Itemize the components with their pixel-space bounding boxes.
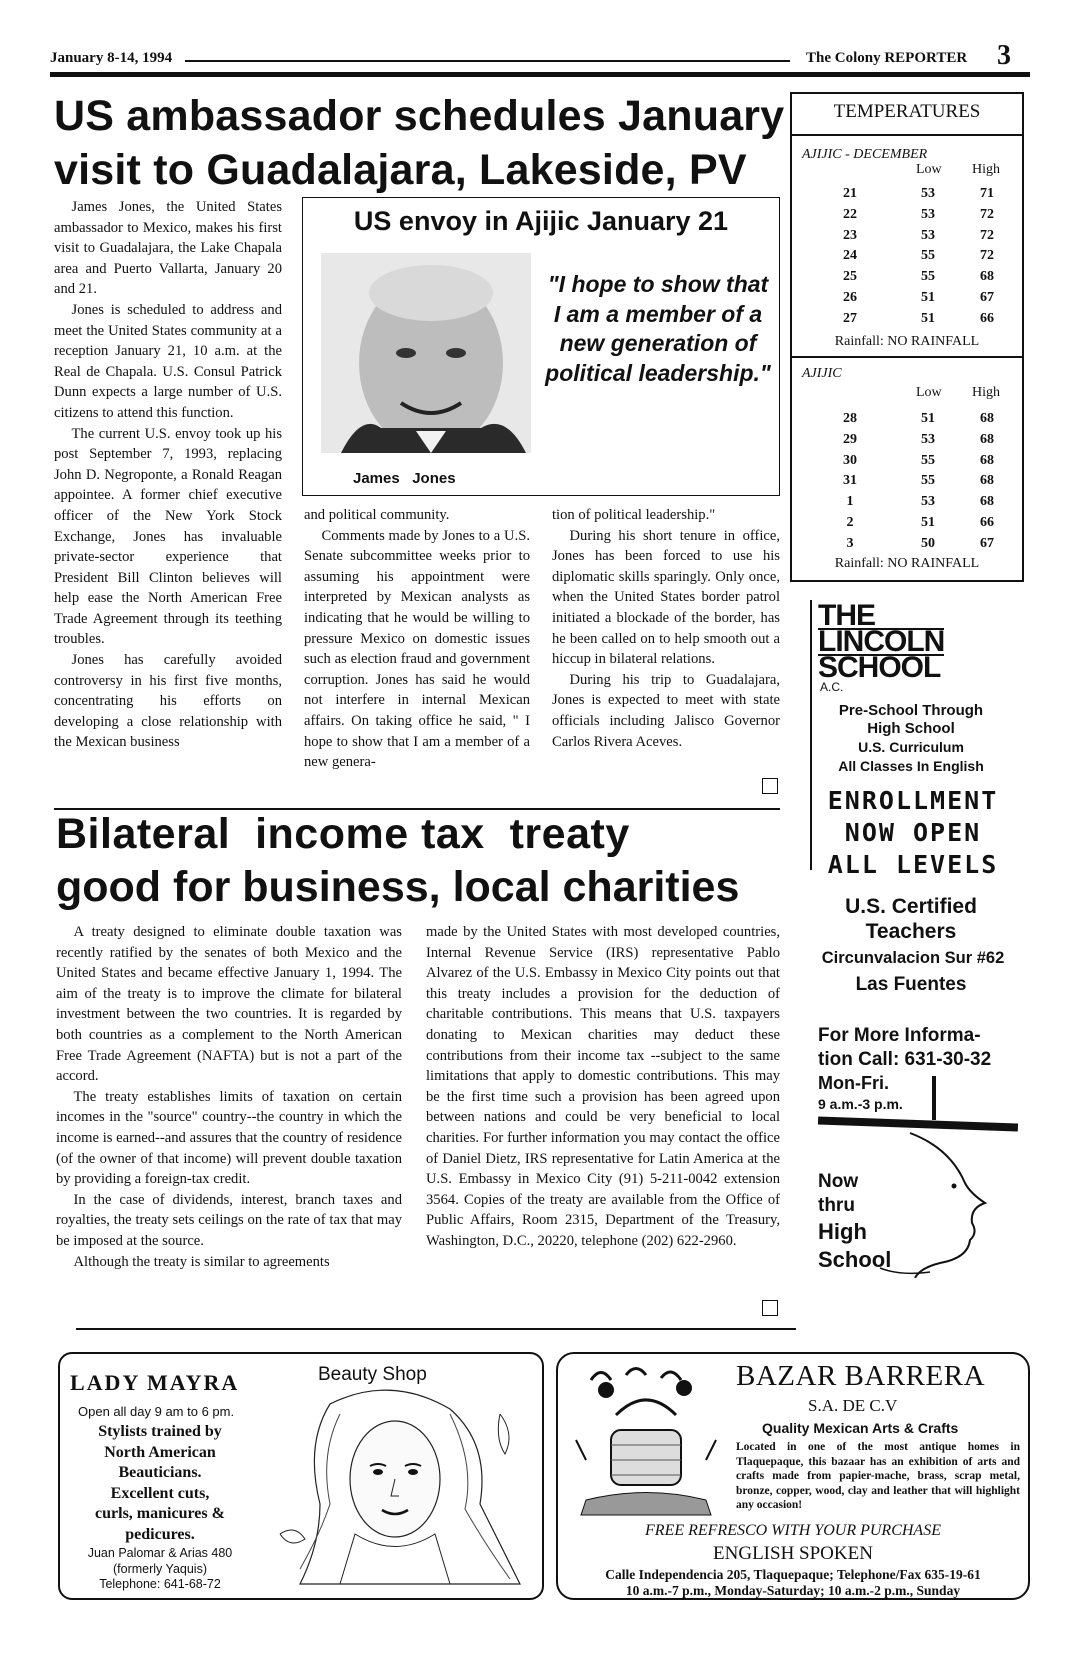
salon-line: Excellent cuts, xyxy=(110,1484,210,1502)
salon-line: Stylists trained by xyxy=(98,1423,222,1440)
salon-address xyxy=(60,1546,260,1593)
story2-col2-para: made by the United States with most developed countries, Internal Revenue Service (IRS) representative Pablo Alvarez of the U.S. Embassy in Mexico City points out that this treaty includes a provision for the deduction of charitable contributions. This means that U.S. taxpayers donating to Mexican charities may deduct these contributions from their income tax --subject to the same limitations that apply to domestic contributions. This may be the first time such a provision has been agreed upon between nations and could be very beneficial to local charities. For further information you may contact the office of Daniel Dietz, IRS representative for Latin America at the U.S. Embassy in Mexico City (91) 5-211-0042 extension 3564. Copies of the treaty are available from the Office of Public Affairs, Room 2315, Department of the Treasury, Washington, D.C., 20220, telephone (202) 622-2960. xyxy=(426,924,780,1249)
salon-name: LADY MAYRA xyxy=(70,1370,240,1395)
temp-row: 22 53 72 xyxy=(843,206,994,222)
school-logo xyxy=(818,599,945,684)
school-info: tion Call: 631-30-32 xyxy=(818,1049,992,1070)
temp-row: 31 55 68 xyxy=(843,473,994,489)
enrollment-line: ALL LEVELS xyxy=(827,850,999,879)
story1-column-3 xyxy=(552,505,780,801)
salon-address-line: (formerly Yaquis) xyxy=(112,1561,207,1576)
now-through-text xyxy=(818,1170,891,1274)
temp-row: 29 53 68 xyxy=(843,431,994,447)
header-thick-rule xyxy=(50,72,1030,77)
salon-line: curls, manicures & xyxy=(95,1505,225,1522)
story2-column-2 xyxy=(426,922,780,1322)
lady-mayra-ad xyxy=(58,1352,544,1600)
photo-caption: James Jones xyxy=(353,470,456,487)
temp-row: 3 50 67 xyxy=(846,535,994,551)
temp-row: 21 53 71 xyxy=(843,186,994,201)
story1-col2-para: and political community. xyxy=(304,507,450,523)
story1-column-1 xyxy=(54,197,282,797)
school-address: Circunvalacion Sur #62 xyxy=(821,949,1005,967)
temp-row: 23 53 72 xyxy=(843,227,994,243)
logo-line-the: THE xyxy=(818,599,875,632)
logo-line-lincoln: LINCOLN xyxy=(818,625,945,658)
now-line: Now xyxy=(818,1171,859,1192)
school-ad-line: Pre-School Through xyxy=(838,702,984,719)
story2-col1-para: A treaty designed to eliminate double taxation was recently ratified by the senates of both Mexico and the United States and became effective January 1, 1994. The aim of the treaty is to improve the climate for bilateral investment between the two countries. It is regarded by both countries as a complement to the North American Free Trade Agreement (NAFTA) but is not a part of the accord. xyxy=(56,924,402,1085)
bazar-hours: 10 a.m.-7 p.m., Monday-Saturday; 10 a.m.-2 p.m., Sunday xyxy=(625,1583,961,1598)
logo-line-school: SCHOOL xyxy=(818,651,941,684)
school-ad-line: All Classes In English xyxy=(838,758,984,774)
page-number: 3 xyxy=(997,40,1011,71)
story1-col3-para: During his trip to Guadalajara, Jones is expected to meet with state officials including Jalisco Governor Carlos Rivera Aceves. xyxy=(552,671,780,750)
school-hours: 9 a.m.-3 p.m. xyxy=(818,1096,903,1112)
temp-section1-label: AJIJIC - DECEMBER xyxy=(802,147,928,162)
school-hours: Mon-Fri. xyxy=(818,1073,889,1093)
temp-row: 25 55 68 xyxy=(843,269,994,285)
salon-address-line: Telephone: 641-68-72 xyxy=(99,1577,221,1591)
story2-headline-line2: good for business, local charities xyxy=(56,863,740,911)
pull-quote: "I hope to show that I am a member of a new generation of political leadership." xyxy=(545,271,771,386)
temp-row: 27 51 66 xyxy=(843,310,994,326)
story1-headline-line1: US ambassador schedules January xyxy=(54,92,785,140)
story1-col1-para: Jones has carefully avoided controversy in his first five months, concentrating his efforts on developing a close relationship with the Mexican business xyxy=(54,652,282,751)
story2-col1-para: The treaty establishes limits of taxation on certain incomes in the "source" country--the country in which the income is earned--and assures that the country of residence (of the owner of that income) will prevent double taxation by providing a foreign-tax credit. xyxy=(56,1088,402,1188)
temp-low-header: Low xyxy=(916,385,942,400)
story1-col3-para: tion of political leadership." xyxy=(552,507,716,523)
salon-address-line: Juan Palomar & Arias 480 xyxy=(87,1546,233,1560)
temp-row: 30 55 68 xyxy=(843,452,994,468)
now-line: thru xyxy=(818,1195,855,1216)
salon-tagline: Beauty Shop xyxy=(318,1364,427,1385)
temp-section1-rainfall: Rainfall: NO RAINFALL xyxy=(834,334,980,349)
school-info: For More Informa- xyxy=(818,1025,981,1046)
story2-headline-line1: Bilateral income tax treaty xyxy=(56,810,630,858)
temperatures-box xyxy=(790,92,1024,582)
hat-pole xyxy=(932,1076,936,1120)
story2-column-1 xyxy=(56,922,402,1322)
bazar-sub: S.A. DE C.V xyxy=(808,1396,898,1415)
lincoln-school-ad xyxy=(790,592,1022,1302)
certified-line: Teachers xyxy=(865,920,957,943)
header-rule xyxy=(185,60,790,62)
envoy-box xyxy=(302,197,780,496)
issue-date: January 8-14, 1994 xyxy=(50,50,173,66)
enrollment-line: NOW OPEN xyxy=(844,818,982,847)
now-line: High xyxy=(818,1219,867,1244)
story1-col1-para: James Jones, the United States ambassador to Mexico, makes his first visit to Guadalajara, the Lake Chapala area and Puerto Vallarta, January 20 and 21. xyxy=(54,199,282,298)
story2-col1-para: Although the treaty is similar to agreements xyxy=(73,1253,330,1270)
bazar-address: Calle Independencia 205, Tlaquepaque; Telephone/Fax 635-19-61 xyxy=(605,1567,981,1582)
salon-hours: Open all day 9 am to 6 pm. xyxy=(78,1404,235,1419)
school-ad-line: High School xyxy=(867,720,955,737)
end-mark-icon xyxy=(762,778,778,794)
certified-line: U.S. Certified xyxy=(845,895,977,918)
now-line: School xyxy=(818,1247,892,1272)
temp-divider xyxy=(792,134,1022,136)
james-jones-photo xyxy=(321,253,531,453)
section-rule xyxy=(76,1328,796,1330)
bazar-name: BAZAR BARRERA xyxy=(736,1360,986,1392)
temp-section2-rows xyxy=(802,409,1016,555)
temperatures-title: TEMPERATURES xyxy=(833,101,981,122)
temp-divider xyxy=(792,356,1022,358)
temp-section1-rows xyxy=(802,184,1016,330)
temp-section2-rainfall: Rainfall: NO RAINFALL xyxy=(834,556,980,571)
logo-ac: A.C. xyxy=(820,680,844,694)
temp-row: 28 51 68 xyxy=(843,411,994,426)
flower-basket-illustration xyxy=(566,1360,726,1522)
enrollment-banner xyxy=(804,785,1022,881)
temp-high-header: High xyxy=(972,162,1000,177)
salon-services xyxy=(60,1422,260,1545)
story1-col3-para: During his short tenure in office, Jones has been forced to use his diplomatic skills sparingly. Only once, when the United States border patrol initiated a blockade of the border, has he been called on to help smooth out a hiccup in bilateral relations. xyxy=(552,527,780,668)
salon-line: Beauticians. xyxy=(118,1464,202,1481)
temp-row: 26 51 67 xyxy=(843,289,994,305)
end-mark-icon xyxy=(762,1300,778,1316)
story1-column-2 xyxy=(304,505,530,801)
temp-row: 1 53 68 xyxy=(846,494,994,510)
bazar-english: ENGLISH SPOKEN xyxy=(713,1543,873,1564)
enrollment-line: ENROLLMENT xyxy=(827,786,999,815)
envoy-box-title: US envoy in Ajijic January 21 xyxy=(353,206,729,236)
story2-col1-para: In the case of dividends, interest, branch taxes and royalties, the treaty sets ceilings on the rate of tax that may be imposed at the source. xyxy=(56,1191,402,1249)
salon-line: pedicures. xyxy=(125,1525,195,1543)
paper-name: The Colony REPORTER xyxy=(806,50,968,66)
story1-col2-para: Comments made by Jones to a U.S. Senate subcommittee weeks prior to assuming his appointment were interpreted by Mexican analysts as indicating that he would be willing to pressure Mexico on domestic issues such as election fraud and government corruption. Jones has said he would not interfere in internal Mexican affairs. On taking office he said, " I hope to show that I am a member of a new genera- xyxy=(304,527,530,771)
woman-portrait-illustration xyxy=(260,1384,530,1594)
story1-col1-para: The current U.S. envoy took up his post September 7, 1993, replacing John D. Negroponte, a Ronald Reagan appointee. A former chief executive officer of the New York Stock Exchange, Jones has invaluable private-sector experience that President Bill Clinton believes will help ease the North American Free Trade Agreement through its teething troubles. xyxy=(54,425,282,648)
temp-high-header: High xyxy=(972,385,1000,400)
temp-low-header: Low xyxy=(916,162,942,177)
school-address: Las Fuentes xyxy=(855,974,967,995)
bazar-description: Located in one of the most antique homes in Tlaquepaque, this bazaar has an exhibition of arts and crafts made from papier-mache, brass, scrap metal, bronze, copper, wood, clay and leather that will highlight any occasion! xyxy=(736,1441,1020,1512)
temp-row: 24 55 72 xyxy=(843,248,994,264)
bazar-tagline: Quality Mexican Arts & Crafts xyxy=(762,1420,959,1436)
story1-headline-line2: visit to Guadalajara, Lakeside, PV xyxy=(54,146,747,194)
temp-row: 2 51 66 xyxy=(846,514,994,530)
temp-section2-label: AJIJIC xyxy=(802,366,842,381)
salon-line: North American xyxy=(104,1443,216,1461)
bazar-barrera-ad xyxy=(556,1352,1030,1600)
school-ad-line: U.S. Curriculum xyxy=(858,739,964,755)
bazar-free-offer: FREE REFRESCO WITH YOUR PURCHASE xyxy=(645,1522,941,1539)
story1-col1-para: Jones is scheduled to address and meet the United States community at a reception January 21, 10 a.m. at the Real de Chapala. U.S. Consul Patrick Dunn expects a large number of U.S. citizens to attend this function. xyxy=(54,301,282,421)
